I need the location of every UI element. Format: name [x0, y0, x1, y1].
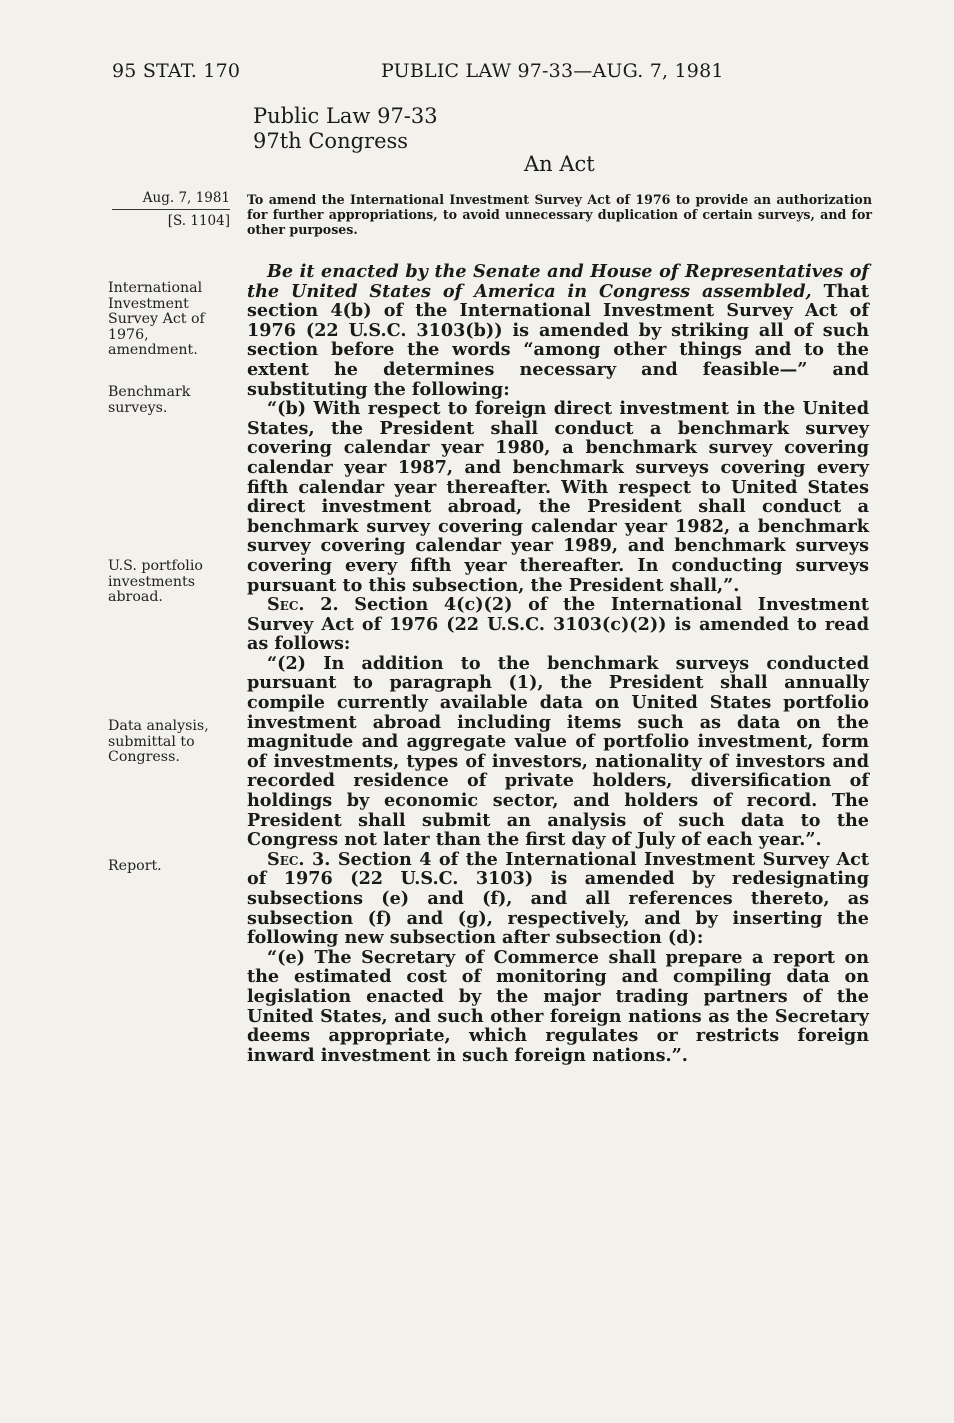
sidenote-line: U.S. portfolio [108, 558, 203, 574]
sidenote-line: Report. [108, 858, 162, 874]
sidenote-portfolio [108, 559, 203, 606]
sidenote-benchmark [108, 385, 190, 416]
sidenote-line: Survey Act of [108, 311, 205, 328]
section-2-label: Sec. 2. [267, 594, 339, 616]
sidenote-line: Investment [108, 295, 189, 312]
section-3 [247, 850, 869, 948]
section-3-label: Sec. 3. [267, 848, 331, 870]
sidenote-line: investments [108, 573, 196, 590]
margin-divider [112, 209, 230, 210]
enactment-date: Aug. 7, 1981 [142, 190, 230, 206]
sidenote-line: International [108, 280, 203, 296]
sidenote-line: Data analysis, [108, 718, 209, 734]
sidenote-line: amendment. [108, 342, 198, 359]
law-title [253, 104, 438, 154]
subsection-e-text: “(e) The Secretary of Commerce shall prepare a report on the estimated cost of monitoring and compiling data on legislation enacted by the major trading partners of the United States, and such other foreign nations as the Secretary deems appropriate, which regulates or restricts foreign inward investment in such foreign nations.”. [247, 946, 869, 1066]
enacting-formula: Be it enacted by the Senate and House of Representatives of the United States of America in Congress assembled, [247, 261, 869, 302]
margin-date-block [110, 188, 230, 231]
statute-body [247, 262, 869, 1065]
purpose-clause: To amend the International Investment Survey Act of 1976 to provide an authorization for further appropriations, to avoid unnecessary duplication of certain surveys, and for other purposes. [247, 192, 872, 237]
bill-number: [S. 1104] [167, 213, 230, 229]
section-3-text: Section 4 of the International Investment Survey Act of 1976 (22 U.S.C. 3103) is amended by redesignating subsections (e) and (f), and all references thereto, as subsection (f) and (g), respectively, and by inserting the following new subsection after subsection (d): [247, 848, 869, 949]
paragraph-2-text: “(2) In addition to the benchmark surveys conducted pursuant to paragraph (1), the President shall annually compile currently available data on United States portfolio investment abroad including items such as data on the magnitude and aggregate value of portfolio investment, form of investments, types of investors, nationality of investors and recorded residence of private holders, diversification of holdings by economic sector, and holders of record. The President shall submit an analysis of such data to the Congress not later than the first day of July of each year.”. [247, 652, 869, 851]
sidenote-line: Congress. [108, 749, 180, 766]
sidenote-data-analysis [108, 719, 209, 766]
running-header: PUBLIC LAW 97-33—AUG. 7, 1981 [381, 60, 724, 82]
congress-number: 97th Congress [253, 129, 409, 153]
enacting-clause [247, 262, 869, 399]
section-1-text: That section 4(b) of the International Investment Survey Act of 1976 (22 U.S.C. 3103(b)) is amended by striking all of such section before the words “among other things and to the extent he determines necessary and feasible—” and substituting the following: [247, 280, 869, 400]
section-2-text: Section 4(c)(2) of the International Investment Survey Act of 1976 (22 U.S.C. 3103(c)(2)) is amended to read as follows: [247, 594, 869, 655]
page-citation: 95 STAT. 170 [112, 60, 241, 82]
sidenote-amendment [108, 281, 205, 359]
sidenote-line: surveys. [108, 399, 168, 416]
sidenote-line: Benchmark [108, 384, 191, 400]
public-law-number: Public Law 97-33 [253, 104, 438, 128]
sidenote-report [108, 859, 162, 875]
sidenote-line: abroad. [108, 589, 163, 606]
section-2 [247, 595, 869, 654]
sidenote-line: submittal to [108, 733, 195, 750]
act-heading: An Act [524, 152, 595, 176]
subsection-b-text: “(b) With respect to foreign direct investment in the United States, the President shall conduct a benchmark survey covering calendar year 1980, a benchmark survey covering calendar year 1987, and benchmark surveys covering every fifth calendar year thereafter. With respect to United States direct investment abroad, the President shall conduct a benchmark survey covering calendar year 1982, a benchmark survey covering calendar year 1989, and benchmark surveys covering every fifth year thereafter. In conducting surveys pursuant to this subsection, the President shall,”. [247, 398, 869, 596]
sidenote-line: 1976, [108, 326, 149, 343]
